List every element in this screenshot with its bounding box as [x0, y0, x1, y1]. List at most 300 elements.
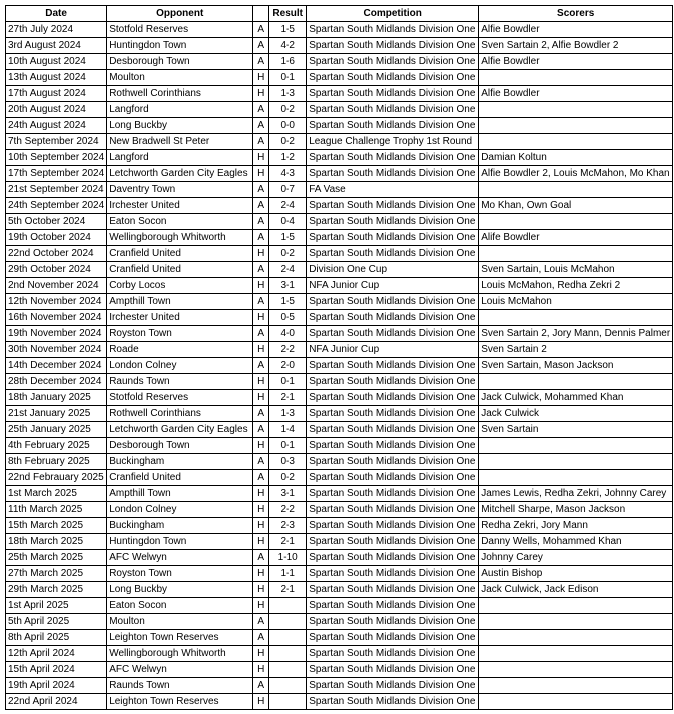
date-cell: 22nd April 2024 [6, 694, 107, 710]
competition-cell: Spartan South Midlands Division One [307, 310, 479, 326]
date-cell: 4th February 2025 [6, 438, 107, 454]
table-row [6, 598, 673, 614]
scorers-cell: Alfie Bowdler 2, Louis McMahon, Mo Khan [479, 166, 673, 182]
table-row [6, 374, 673, 390]
date-cell: 24th September 2024 [6, 198, 107, 214]
opponent-cell: London Colney [107, 502, 253, 518]
home-away-cell: A [253, 630, 269, 646]
date-cell: 10th August 2024 [6, 54, 107, 70]
opponent-cell: AFC Welwyn [107, 662, 253, 678]
date-cell: 25th March 2025 [6, 550, 107, 566]
scorers-cell: Sven Sartain, Mason Jackson [479, 358, 673, 374]
date-cell: 29th March 2025 [6, 582, 107, 598]
header-result: Result [269, 6, 307, 22]
date-cell: 19th October 2024 [6, 230, 107, 246]
opponent-cell: Rothwell Corinthians [107, 86, 253, 102]
competition-cell: Spartan South Midlands Division One [307, 54, 479, 70]
competition-cell: Spartan South Midlands Division One [307, 102, 479, 118]
opponent-cell: Moulton [107, 614, 253, 630]
table-row [6, 182, 673, 198]
home-away-cell: H [253, 150, 269, 166]
result-cell: 1-6 [269, 54, 307, 70]
competition-cell: Spartan South Midlands Division One [307, 614, 479, 630]
opponent-cell: Long Buckby [107, 582, 253, 598]
date-cell: 12th November 2024 [6, 294, 107, 310]
home-away-cell: A [253, 134, 269, 150]
scorers-cell: Mo Khan, Own Goal [479, 198, 673, 214]
table-row [6, 422, 673, 438]
result-cell: 2-1 [269, 534, 307, 550]
result-cell: 0-4 [269, 214, 307, 230]
scorers-cell [479, 646, 673, 662]
scorers-cell: Jack Culwick, Jack Edison [479, 582, 673, 598]
scorers-cell: James Lewis, Redha Zekri, Johnny Carey [479, 486, 673, 502]
home-away-cell: H [253, 70, 269, 86]
table-row [6, 246, 673, 262]
opponent-cell: Royston Town [107, 326, 253, 342]
date-cell: 10th September 2024 [6, 150, 107, 166]
result-cell: 4-3 [269, 166, 307, 182]
competition-cell: Spartan South Midlands Division One [307, 646, 479, 662]
scorers-cell [479, 614, 673, 630]
result-cell: 2-2 [269, 342, 307, 358]
date-cell: 19th April 2024 [6, 678, 107, 694]
home-away-cell: A [253, 678, 269, 694]
scorers-cell [479, 694, 673, 710]
scorers-cell: Alfie Bowdler [479, 22, 673, 38]
result-cell [269, 694, 307, 710]
scorers-cell: Louis McMahon, Redha Zekri 2 [479, 278, 673, 294]
table-row [6, 134, 673, 150]
date-cell: 15th April 2024 [6, 662, 107, 678]
competition-cell: Spartan South Midlands Division One [307, 118, 479, 134]
competition-cell: Spartan South Midlands Division One [307, 390, 479, 406]
home-away-cell: H [253, 582, 269, 598]
competition-cell: Spartan South Midlands Division One [307, 406, 479, 422]
opponent-cell: Eaton Socon [107, 214, 253, 230]
scorers-cell: Jack Culwick [479, 406, 673, 422]
table-row [6, 70, 673, 86]
table-row [6, 326, 673, 342]
table-row [6, 22, 673, 38]
result-cell: 0-3 [269, 454, 307, 470]
home-away-cell: A [253, 358, 269, 374]
date-cell: 18th March 2025 [6, 534, 107, 550]
table-row [6, 502, 673, 518]
home-away-cell: A [253, 22, 269, 38]
scorers-cell: Alfie Bowdler [479, 54, 673, 70]
table-row [6, 230, 673, 246]
home-away-cell: H [253, 598, 269, 614]
scorers-cell: Austin Bishop [479, 566, 673, 582]
opponent-cell: Corby Locos [107, 278, 253, 294]
opponent-cell: Long Buckby [107, 118, 253, 134]
competition-cell: Spartan South Midlands Division One [307, 486, 479, 502]
date-cell: 11th March 2025 [6, 502, 107, 518]
header-home-away [253, 6, 269, 22]
date-cell: 24th August 2024 [6, 118, 107, 134]
scorers-cell: Sven Sartain 2, Alfie Bowdler 2 [479, 38, 673, 54]
result-cell: 1-4 [269, 422, 307, 438]
result-cell: 0-2 [269, 470, 307, 486]
scorers-cell [479, 470, 673, 486]
opponent-cell: London Colney [107, 358, 253, 374]
opponent-cell: Stotfold Reserves [107, 22, 253, 38]
home-away-cell: A [253, 182, 269, 198]
result-cell: 1-5 [269, 22, 307, 38]
date-cell: 16th November 2024 [6, 310, 107, 326]
fixtures-table [5, 5, 673, 710]
competition-cell: Spartan South Midlands Division One [307, 502, 479, 518]
competition-cell: Spartan South Midlands Division One [307, 246, 479, 262]
result-cell: 3-1 [269, 278, 307, 294]
home-away-cell: H [253, 166, 269, 182]
home-away-cell: A [253, 198, 269, 214]
opponent-cell: Moulton [107, 70, 253, 86]
scorers-cell: Mitchell Sharpe, Mason Jackson [479, 502, 673, 518]
result-cell: 1-10 [269, 550, 307, 566]
opponent-cell: Huntingdon Town [107, 38, 253, 54]
table-row [6, 646, 673, 662]
opponent-cell: Desborough Town [107, 54, 253, 70]
result-cell: 0-0 [269, 118, 307, 134]
table-row [6, 118, 673, 134]
home-away-cell: A [253, 214, 269, 230]
competition-cell: Spartan South Midlands Division One [307, 166, 479, 182]
opponent-cell: Royston Town [107, 566, 253, 582]
home-away-cell: A [253, 38, 269, 54]
result-cell: 2-3 [269, 518, 307, 534]
date-cell: 17th August 2024 [6, 86, 107, 102]
home-away-cell: A [253, 230, 269, 246]
home-away-cell: A [253, 102, 269, 118]
result-cell [269, 678, 307, 694]
table-row [6, 566, 673, 582]
result-cell: 0-2 [269, 246, 307, 262]
date-cell: 30th November 2024 [6, 342, 107, 358]
result-cell: 1-5 [269, 230, 307, 246]
opponent-cell: Raunds Town [107, 374, 253, 390]
table-row [6, 518, 673, 534]
opponent-cell: Daventry Town [107, 182, 253, 198]
opponent-cell: Irchester United [107, 310, 253, 326]
home-away-cell: A [253, 470, 269, 486]
table-row [6, 438, 673, 454]
competition-cell: Spartan South Midlands Division One [307, 214, 479, 230]
table-row [6, 54, 673, 70]
home-away-cell: A [253, 54, 269, 70]
scorers-cell [479, 678, 673, 694]
date-cell: 12th April 2024 [6, 646, 107, 662]
competition-cell: Division One Cup [307, 262, 479, 278]
competition-cell: Spartan South Midlands Division One [307, 694, 479, 710]
result-cell: 2-1 [269, 390, 307, 406]
table-row [6, 406, 673, 422]
table-row [6, 630, 673, 646]
scorers-cell: Damian Koltun [479, 150, 673, 166]
table-row [6, 486, 673, 502]
opponent-cell: Huntingdon Town [107, 534, 253, 550]
scorers-cell [479, 246, 673, 262]
date-cell: 22nd Febrauary 2025 [6, 470, 107, 486]
table-row [6, 198, 673, 214]
date-cell: 8th April 2025 [6, 630, 107, 646]
competition-cell: Spartan South Midlands Division One [307, 582, 479, 598]
table-row [6, 662, 673, 678]
competition-cell: Spartan South Midlands Division One [307, 294, 479, 310]
home-away-cell: A [253, 614, 269, 630]
opponent-cell: Buckingham [107, 518, 253, 534]
scorers-cell: Louis McMahon [479, 294, 673, 310]
competition-cell: Spartan South Midlands Division One [307, 566, 479, 582]
result-cell: 1-1 [269, 566, 307, 582]
scorers-cell [479, 70, 673, 86]
competition-cell: NFA Junior Cup [307, 278, 479, 294]
header-date: Date [6, 6, 107, 22]
result-cell [269, 614, 307, 630]
table-row [6, 262, 673, 278]
result-cell: 0-2 [269, 102, 307, 118]
competition-cell: Spartan South Midlands Division One [307, 470, 479, 486]
scorers-cell: Sven Sartain 2 [479, 342, 673, 358]
competition-cell: Spartan South Midlands Division One [307, 326, 479, 342]
scorers-cell: Danny Wells, Mohammed Khan [479, 534, 673, 550]
home-away-cell: A [253, 422, 269, 438]
competition-cell: Spartan South Midlands Division One [307, 150, 479, 166]
table-row [6, 390, 673, 406]
result-cell: 4-0 [269, 326, 307, 342]
result-cell: 3-1 [269, 486, 307, 502]
date-cell: 21st January 2025 [6, 406, 107, 422]
opponent-cell: Ampthill Town [107, 486, 253, 502]
home-away-cell: H [253, 518, 269, 534]
table-row [6, 358, 673, 374]
result-cell [269, 598, 307, 614]
date-cell: 21st September 2024 [6, 182, 107, 198]
home-away-cell: H [253, 694, 269, 710]
table-row [6, 38, 673, 54]
result-cell: 0-1 [269, 70, 307, 86]
competition-cell: Spartan South Midlands Division One [307, 230, 479, 246]
scorers-cell [479, 374, 673, 390]
result-cell: 2-0 [269, 358, 307, 374]
home-away-cell: A [253, 550, 269, 566]
scorers-cell [479, 630, 673, 646]
competition-cell: Spartan South Midlands Division One [307, 70, 479, 86]
scorers-cell: Jack Culwick, Mohammed Khan [479, 390, 673, 406]
opponent-cell: Cranfield United [107, 470, 253, 486]
competition-cell: Spartan South Midlands Division One [307, 534, 479, 550]
result-cell [269, 662, 307, 678]
result-cell: 0-7 [269, 182, 307, 198]
home-away-cell: A [253, 326, 269, 342]
header-competition: Competition [307, 6, 479, 22]
opponent-cell: New Bradwell St Peter [107, 134, 253, 150]
header-row [6, 6, 673, 22]
competition-cell: Spartan South Midlands Division One [307, 198, 479, 214]
competition-cell: Spartan South Midlands Division One [307, 630, 479, 646]
competition-cell: Spartan South Midlands Division One [307, 422, 479, 438]
date-cell: 28th December 2024 [6, 374, 107, 390]
date-cell: 1st March 2025 [6, 486, 107, 502]
home-away-cell: H [253, 390, 269, 406]
opponent-cell: Cranfield United [107, 246, 253, 262]
competition-cell: Spartan South Midlands Division One [307, 86, 479, 102]
competition-cell: Spartan South Midlands Division One [307, 38, 479, 54]
table-row [6, 534, 673, 550]
table-row [6, 150, 673, 166]
date-cell: 20th August 2024 [6, 102, 107, 118]
table-row [6, 166, 673, 182]
date-cell: 29th October 2024 [6, 262, 107, 278]
opponent-cell: Cranfield United [107, 262, 253, 278]
home-away-cell: H [253, 646, 269, 662]
competition-cell: Spartan South Midlands Division One [307, 662, 479, 678]
opponent-cell: Irchester United [107, 198, 253, 214]
date-cell: 5th April 2025 [6, 614, 107, 630]
scorers-cell [479, 214, 673, 230]
competition-cell: Spartan South Midlands Division One [307, 374, 479, 390]
date-cell: 3rd August 2024 [6, 38, 107, 54]
table-row [6, 454, 673, 470]
table-row [6, 678, 673, 694]
header-opponent: Opponent [107, 6, 253, 22]
opponent-cell: Wellingborough Whitworth [107, 230, 253, 246]
home-away-cell: H [253, 662, 269, 678]
home-away-cell: A [253, 262, 269, 278]
scorers-cell: Sven Sartain, Louis McMahon [479, 262, 673, 278]
date-cell: 14th December 2024 [6, 358, 107, 374]
date-cell: 2nd November 2024 [6, 278, 107, 294]
result-cell: 2-1 [269, 582, 307, 598]
date-cell: 18th January 2025 [6, 390, 107, 406]
scorers-cell [479, 182, 673, 198]
table-row [6, 470, 673, 486]
date-cell: 19th November 2024 [6, 326, 107, 342]
opponent-cell: Buckingham [107, 454, 253, 470]
opponent-cell: Roade [107, 342, 253, 358]
scorers-cell [479, 438, 673, 454]
table-row [6, 342, 673, 358]
home-away-cell: A [253, 454, 269, 470]
table-row [6, 694, 673, 710]
scorers-cell [479, 102, 673, 118]
opponent-cell: Letchworth Garden City Eagles [107, 166, 253, 182]
home-away-cell: H [253, 342, 269, 358]
home-away-cell: H [253, 86, 269, 102]
competition-cell: Spartan South Midlands Division One [307, 518, 479, 534]
result-cell: 0-1 [269, 374, 307, 390]
date-cell: 25th January 2025 [6, 422, 107, 438]
table-row [6, 86, 673, 102]
opponent-cell: Langford [107, 102, 253, 118]
fixtures-sheet [5, 5, 673, 710]
result-cell: 0-2 [269, 134, 307, 150]
home-away-cell: H [253, 278, 269, 294]
header-scorers: Scorers [479, 6, 673, 22]
opponent-cell: Wellingborough Whitworth [107, 646, 253, 662]
result-cell: 2-4 [269, 262, 307, 278]
competition-cell: Spartan South Midlands Division One [307, 550, 479, 566]
competition-cell: NFA Junior Cup [307, 342, 479, 358]
table-row [6, 102, 673, 118]
opponent-cell: Desborough Town [107, 438, 253, 454]
date-cell: 15th March 2025 [6, 518, 107, 534]
opponent-cell: Leighton Town Reserves [107, 694, 253, 710]
table-row [6, 278, 673, 294]
scorers-cell: Sven Sartain 2, Jory Mann, Dennis Palmer [479, 326, 673, 342]
scorers-cell [479, 454, 673, 470]
home-away-cell: A [253, 118, 269, 134]
date-cell: 27th March 2025 [6, 566, 107, 582]
result-cell: 1-3 [269, 86, 307, 102]
scorers-cell [479, 598, 673, 614]
fixtures-body [6, 22, 673, 710]
result-cell: 4-2 [269, 38, 307, 54]
result-cell: 2-4 [269, 198, 307, 214]
home-away-cell: A [253, 406, 269, 422]
competition-cell: Spartan South Midlands Division One [307, 358, 479, 374]
date-cell: 13th August 2024 [6, 70, 107, 86]
scorers-cell [479, 310, 673, 326]
result-cell: 0-1 [269, 438, 307, 454]
result-cell [269, 630, 307, 646]
table-row [6, 614, 673, 630]
competition-cell: League Challenge Trophy 1st Round [307, 134, 479, 150]
table-row [6, 582, 673, 598]
opponent-cell: Letchworth Garden City Eagles [107, 422, 253, 438]
opponent-cell: AFC Welwyn [107, 550, 253, 566]
scorers-cell [479, 662, 673, 678]
date-cell: 5th October 2024 [6, 214, 107, 230]
scorers-cell: Alfie Bowdler [479, 86, 673, 102]
home-away-cell: H [253, 566, 269, 582]
result-cell: 1-3 [269, 406, 307, 422]
competition-cell: FA Vase [307, 182, 479, 198]
competition-cell: Spartan South Midlands Division One [307, 438, 479, 454]
table-row [6, 214, 673, 230]
home-away-cell: A [253, 294, 269, 310]
result-cell [269, 646, 307, 662]
opponent-cell: Ampthill Town [107, 294, 253, 310]
home-away-cell: H [253, 534, 269, 550]
date-cell: 17th September 2024 [6, 166, 107, 182]
table-row [6, 294, 673, 310]
scorers-cell [479, 118, 673, 134]
result-cell: 0-5 [269, 310, 307, 326]
table-row [6, 310, 673, 326]
opponent-cell: Langford [107, 150, 253, 166]
home-away-cell: H [253, 438, 269, 454]
date-cell: 8th February 2025 [6, 454, 107, 470]
scorers-cell: Redha Zekri, Jory Mann [479, 518, 673, 534]
scorers-cell [479, 134, 673, 150]
competition-cell: Spartan South Midlands Division One [307, 22, 479, 38]
home-away-cell: H [253, 486, 269, 502]
date-cell: 27th July 2024 [6, 22, 107, 38]
competition-cell: Spartan South Midlands Division One [307, 678, 479, 694]
competition-cell: Spartan South Midlands Division One [307, 454, 479, 470]
opponent-cell: Raunds Town [107, 678, 253, 694]
opponent-cell: Stotfold Reserves [107, 390, 253, 406]
home-away-cell: H [253, 310, 269, 326]
result-cell: 1-5 [269, 294, 307, 310]
date-cell: 1st April 2025 [6, 598, 107, 614]
scorers-cell: Sven Sartain [479, 422, 673, 438]
result-cell: 1-2 [269, 150, 307, 166]
date-cell: 7th September 2024 [6, 134, 107, 150]
result-cell: 2-2 [269, 502, 307, 518]
